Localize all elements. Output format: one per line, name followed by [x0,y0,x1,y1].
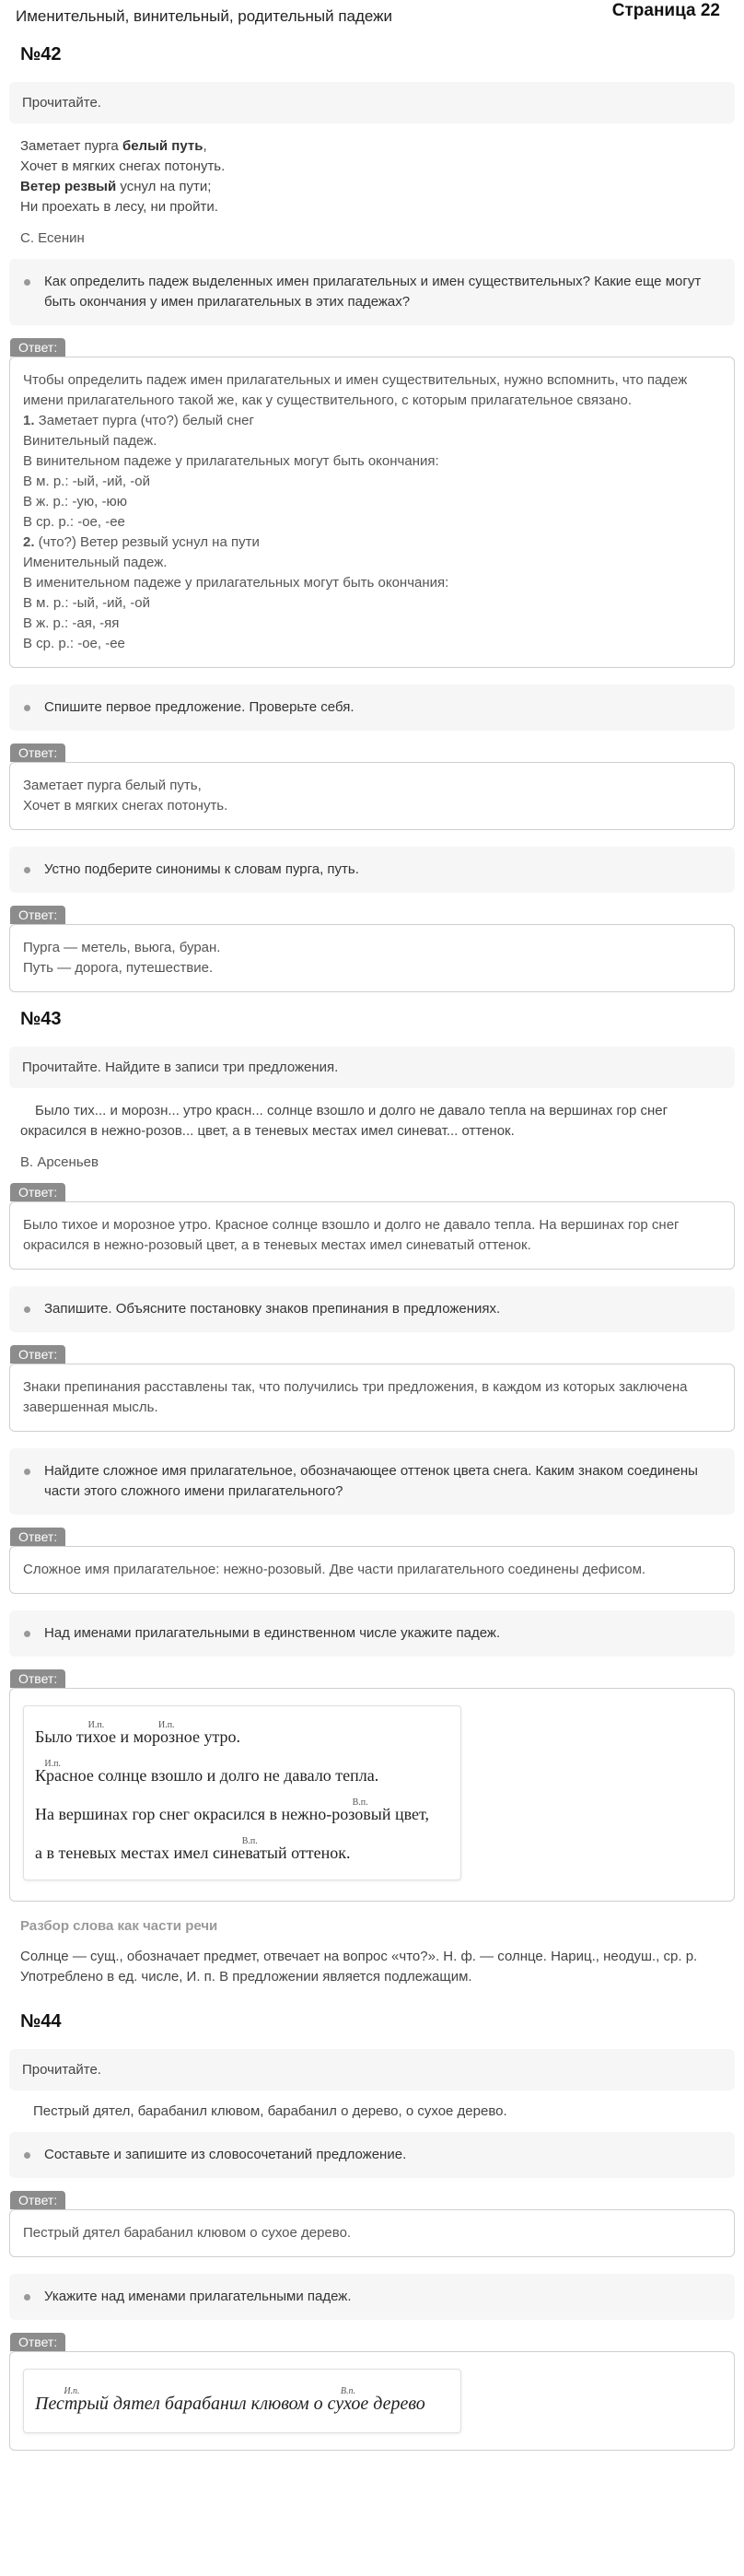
exercise-text: Было тих... и морозн... утро красн... солнце взошло и долго не давало тепла на вершинах гор снег окрасился в нежно-розов... цвет, а в теневых местах имел синеват... оттенок. [20,1103,668,1139]
answer-label: Ответ: [10,1345,65,1364]
poem-line-2: Хочет в мягких снегах потонуть. [20,158,226,174]
hw-text: морозное [133,1727,200,1746]
page-number: Страница 22 [611,1,720,20]
hw-text: оттенок. [286,1844,351,1862]
exercise-42-number: №42 [20,44,62,64]
answer-box: Сложное имя прилагательное: нежно-розовый. Две части прилагательного соединены дефисом. [9,1546,735,1594]
adjective-with-case [327,2386,369,2414]
hw-text: солнце взошло и долго не давало тепла. [93,1766,379,1785]
handwritten-line [35,1754,449,1793]
case-mark: В.п. [352,1797,368,1808]
answer-text: В именительном падеже у прилагательных могут быть окончания: [23,575,449,591]
answer-text: В ср. р.: -ое, -ее [23,514,125,530]
question: Спишите первое предложение. Проверьте себя. [9,685,735,731]
answer-text: (что?) Ветер резвый уснул на пути [34,534,260,550]
answer-text: Хочет в мягких снегах потонуть. [23,798,228,814]
exercise-sentence: Пестрый дятел, барабанил клювом, барабанил о дерево, о сухое дерево. [33,2103,507,2119]
answer-box [9,1688,735,1902]
question: Составьте и запишите из словосочетаний предложение. [9,2132,735,2178]
parse-text: Солнце — сущ., обозначает предмет, отвечает на вопрос «что?». Н. ф. — солнце. Нариц., неодуш., ср. р. Употреблено в ед. числе, И. п. В предложении является подлежащим. [20,1949,698,1985]
question: Найдите сложное имя прилагательное, обозначающее оттенок цвета снега. Каким знаком соединены части этого сложного имени прилагательного? [9,1448,735,1515]
answer-label: Ответ: [10,1183,65,1201]
poem-line-1-text: Заметает пурга [20,138,122,154]
answer-text: В ж. р.: -ая, -яя [23,615,120,631]
answer-text: Именительный падеж. [23,555,168,570]
hw-text: сухое [327,2394,369,2414]
poem-line-1-bold: белый путь [122,138,203,154]
answer-label: Ответ: [10,338,65,357]
answer-text: Путь — дорога, путешествие. [23,960,214,976]
question: Укажите над именами прилагательными падеж. [9,2274,735,2320]
hw-text: Красное [35,1766,94,1785]
hw-text: синеватый [212,1844,287,1862]
poem-author: С. Есенин [20,230,85,246]
hw-text: тихое [76,1727,116,1746]
answer-text: Заметает пурга (что?) белый снег [34,413,254,428]
answer-text: В ж. р.: -ую, -юю [23,494,127,509]
text-author: В. Арсеньев [20,1154,99,1170]
poem-line-3-bold: Ветер резвый [20,179,117,194]
exercise-43-number: №43 [20,1009,62,1029]
adjective-with-case [133,1720,200,1746]
hw-text: утро. [199,1727,241,1746]
answer-text: Пурга — метель, вьюга, буран. [23,940,221,955]
answer-text: В м. р.: -ый, -ий, -ой [23,595,150,611]
answer-text: Винительный падеж. [23,433,157,449]
handwritten-line [35,1832,449,1870]
answer-text: В м. р.: -ый, -ий, -ой [23,474,150,489]
item-number: 1. [23,413,35,428]
hw-text: и [115,1727,134,1746]
hw-text: нежно-розовый [281,1805,391,1823]
answer-label: Ответ: [10,744,65,762]
adjective-with-case [35,1759,94,1785]
answer-text: Заметает пурга белый путь, [23,778,202,793]
handwritten-line [35,1793,449,1832]
exercise-42-instruction: Прочитайте. [9,82,735,123]
answer-box [9,357,735,668]
answer-text: Чтобы определить падеж имен прилагательных и имен существительных, нужно вспомнить, что падеж имени прилагательного такой же, как у существительного, с которым прилагательное связано. [23,372,688,408]
poem-line-3-text: уснул на пути; [116,179,212,194]
handwritten-line [35,2383,449,2421]
handwritten-answer-image [23,1705,461,1880]
handwritten-answer-image [23,2369,461,2433]
hw-text: дерево [368,2394,425,2414]
answer-box: Знаки препинания расставлены так, что получились три предложения, в каждом из которых заключена завершенная мысль. [9,1364,735,1432]
answer-text: В винительном падеже у прилагательных могут быть окончания: [23,453,439,469]
poem [20,136,735,217]
answer-box: Было тихое и морозное утро. Красное солнце взошло и долго не давало тепла. На вершинах гор снег окрасился в нежно-розовый цвет, а в теневых местах имел синеватый оттенок. [9,1201,735,1270]
adjective-with-case [281,1797,391,1823]
header [9,0,735,44]
answer-label: Ответ: [10,2333,65,2351]
case-mark: И.п. [44,1759,61,1769]
exercise-43-instruction: Прочитайте. Найдите в записи три предложения. [9,1047,735,1088]
poem-line-4: Ни проехать в лесу, ни пройти. [20,199,218,215]
exercise-44-instruction: Прочитайте. [9,2049,735,2090]
handwritten-line [35,1715,449,1754]
answer-label: Ответ: [10,1669,65,1688]
case-mark: И.п. [87,1720,105,1730]
parse-title: Разбор слова как части речи [20,1918,218,1934]
answer-box: Пестрый дятел барабанил клювом о сухое дерево. [9,2209,735,2257]
topic-title: Именительный, винительный, родительный падежи [16,7,393,25]
question: Устно подберите синонимы к словам пурга, путь. [9,847,735,893]
question: Запишите. Объясните постановку знаков препинания в предложениях. [9,1286,735,1332]
adjective-with-case [212,1836,287,1862]
hw-text: На вершинах гор снег окрасился в [35,1805,282,1823]
answer-box [9,762,735,830]
hw-text: дятел барабанил клювом о [108,2394,328,2414]
answer-label: Ответ: [10,1528,65,1546]
hw-text: а в теневых местах имел [35,1844,213,1862]
hw-text: Пестрый [35,2394,109,2414]
hw-text: цвет, [390,1805,429,1823]
case-mark: И.п. [157,1720,175,1730]
answer-box [9,924,735,992]
answer-box [9,2351,735,2451]
hw-text: Было [35,1727,76,1746]
case-mark: В.п. [241,1836,258,1846]
adjective-with-case [76,1720,116,1746]
case-mark: И.п. [64,2386,80,2396]
question: Над именами прилагательными в единственном числе укажите падеж. [9,1610,735,1657]
adjective-with-case [35,2386,109,2414]
question: Как определить падеж выделенных имен прилагательных и имен существительных? Какие еще могут быть окончания у имен прилагательных в этих падежах? [9,259,735,325]
answer-text: В ср. р.: -ое, -ее [23,636,125,651]
case-mark: В.п. [340,2386,355,2396]
answer-label: Ответ: [10,906,65,924]
item-number: 2. [23,534,35,550]
exercise-44-number: №44 [20,2011,62,2032]
answer-label: Ответ: [10,2191,65,2209]
poem-line-1-punct: , [203,138,207,154]
